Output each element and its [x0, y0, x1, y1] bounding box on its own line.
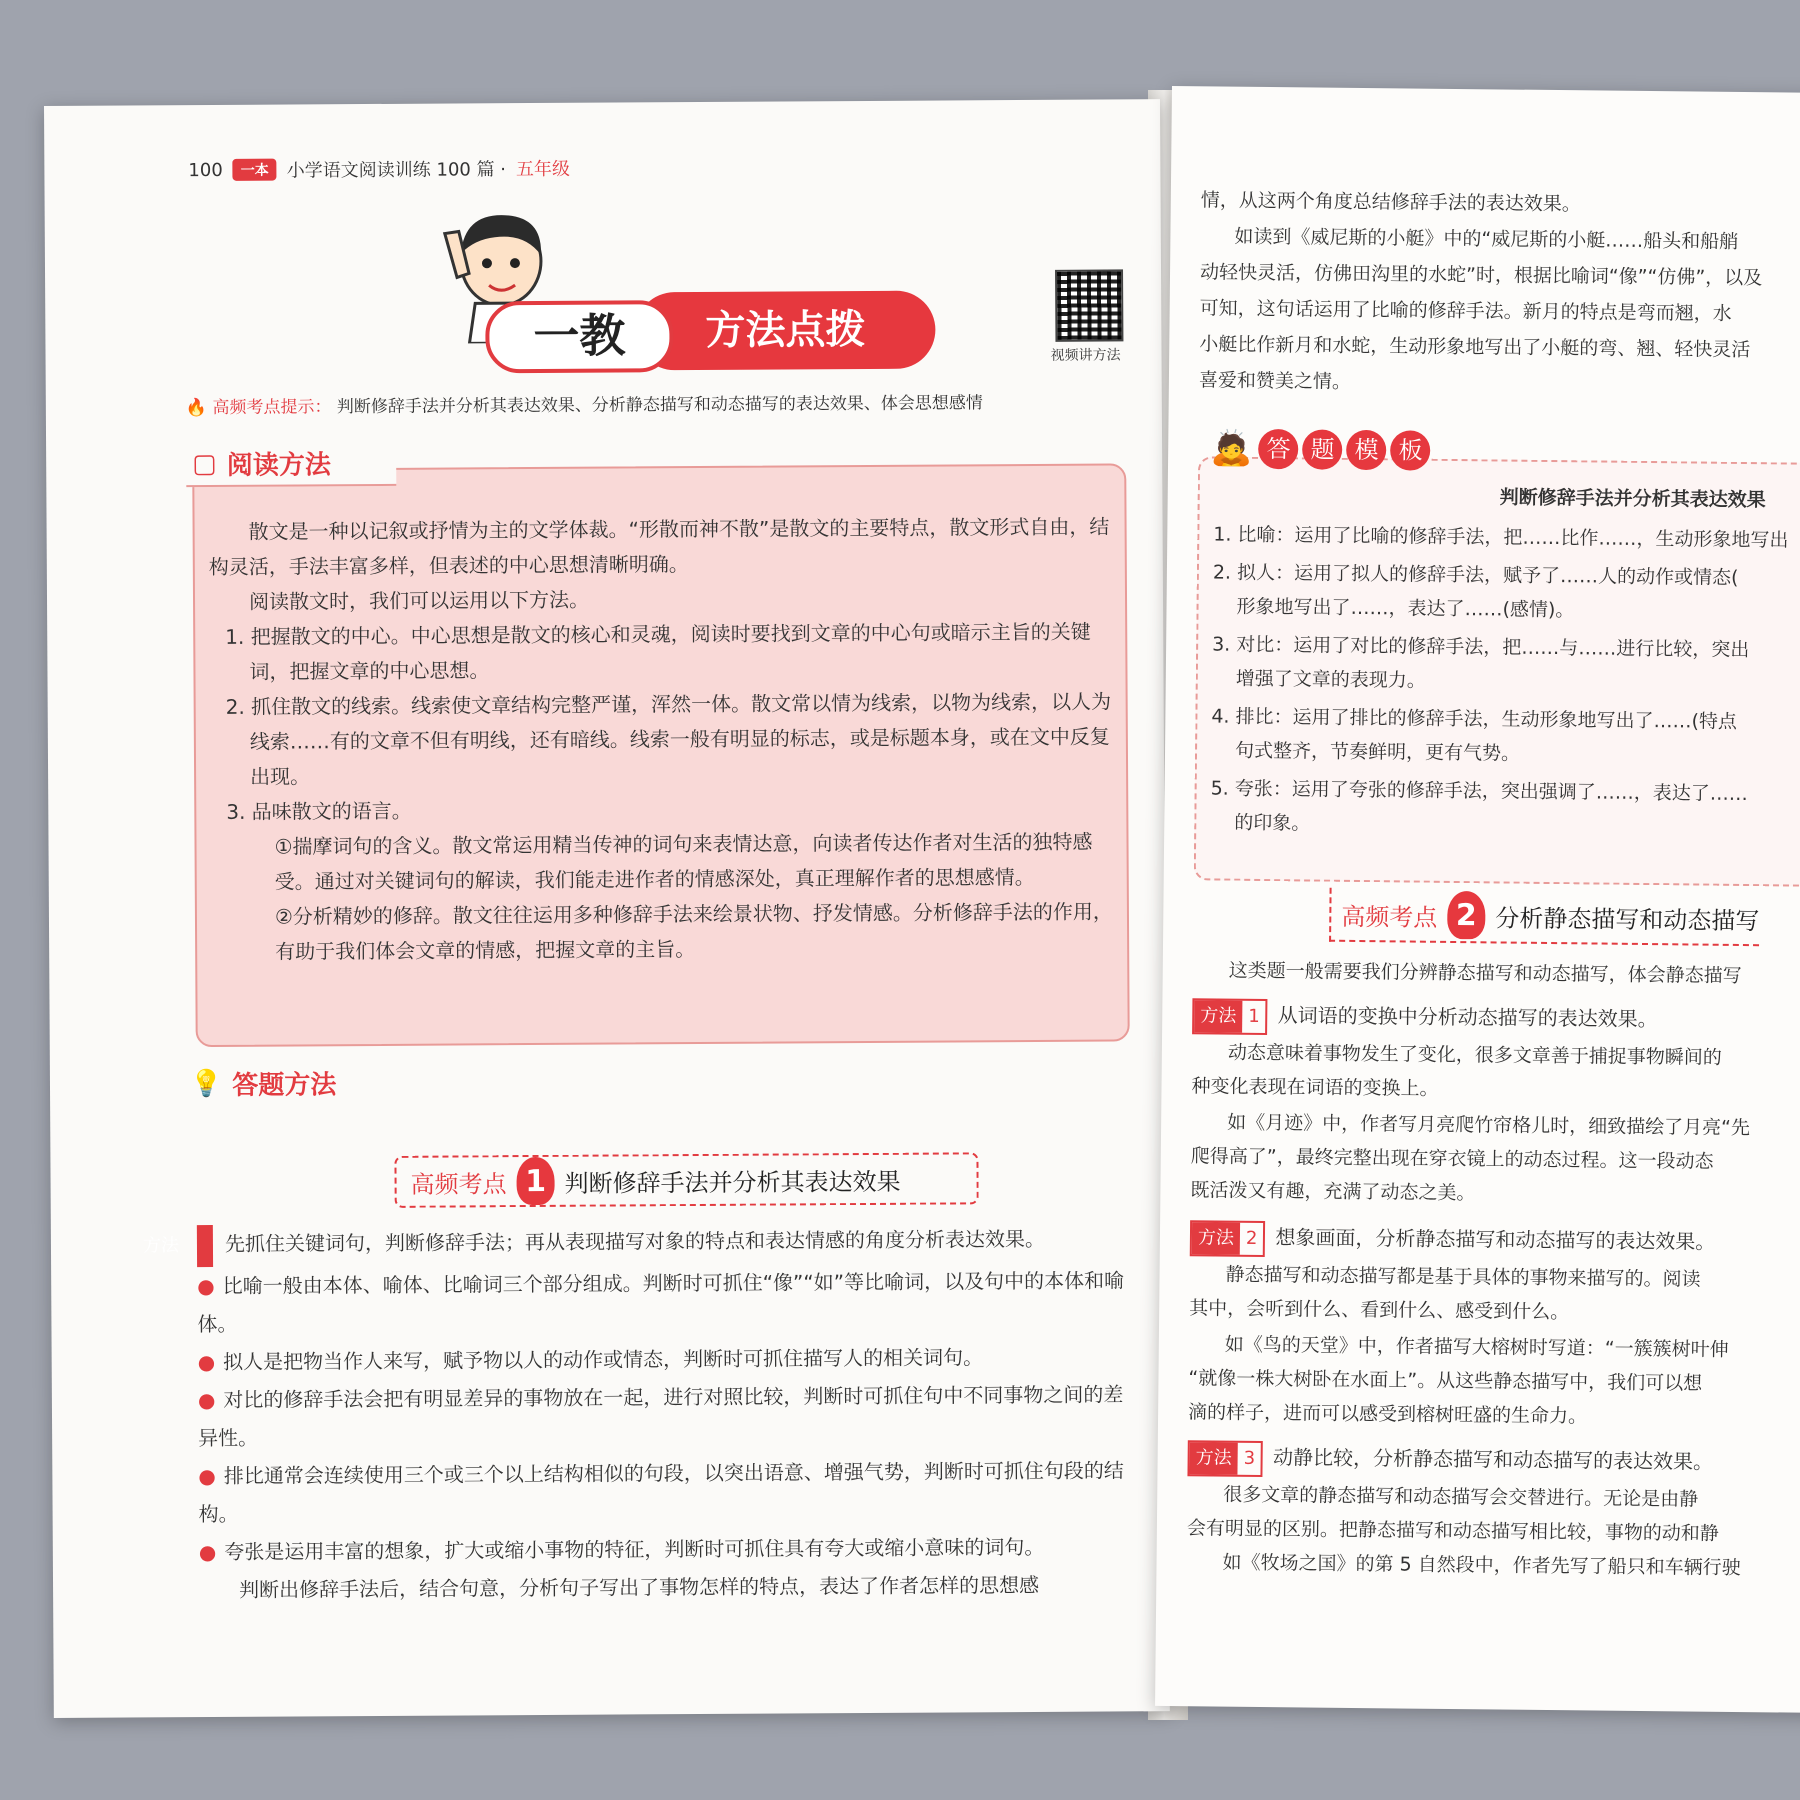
text-line: 静态描写和动态描写都是基于具体的事物来描写的。阅读: [1225, 1263, 1701, 1291]
text-line: 如《鸟的天堂》中，作者描写大榕树时写道：“一簇簇树叶伸: [1224, 1333, 1729, 1361]
text-line: 情，从这两个角度总结修辞手法的表达效果。: [1200, 189, 1581, 216]
tip-label: 高频考点提示：: [212, 397, 332, 418]
text-line: 可知，这句话运用了比喻的修辞手法。新月的特点是弯而翘，水: [1199, 297, 1732, 325]
text-line: 滴的样子，进而可以感受到榕树旺盛的生命力。: [1187, 1401, 1588, 1428]
template-item: 3. 对比：运用了对比的修辞手法，把……与……进行比较，突出: [1212, 633, 1750, 662]
section-banner: [485, 290, 945, 375]
text-line: 小艇比作新月和水蛇，生动形象地写出了小艇的弯、翘、轻快灵活: [1199, 333, 1751, 362]
template-item: 形象地写出了……，表达了……(感情)。: [1236, 595, 1575, 622]
qr-label: 视频讲方法: [1050, 347, 1121, 364]
page-header: [188, 155, 570, 183]
flame-icon: 🔥: [185, 398, 208, 419]
bullet-icon: ●: [198, 1463, 216, 1489]
answer-method-heading: [190, 1064, 337, 1102]
bullet-icon: ●: [197, 1387, 216, 1413]
bullet-icon: ●: [198, 1539, 217, 1565]
intro-line: 这类题一般需要我们分辨静态描写和动态描写，体会静态描写: [1228, 959, 1742, 988]
bullet-item: ● 对比的修辞手法会把有明显差异的事物放在一起，进行对照比较，判断时可抓住句中不同事物之间的差异性。: [197, 1382, 1124, 1451]
text-line: 动轻快灵活，仿佛田沟里的水蛇”时，根据比喻词“像”“仿佛”，以及: [1199, 261, 1763, 290]
template-item: 2. 拟人：运用了拟人的修辞手法，赋予了……人的动作或情态(: [1212, 561, 1739, 589]
thinking-boy-icon: 🙇: [1209, 428, 1253, 469]
reading-method-tab: [186, 440, 396, 487]
text-line: 很多文章的静态描写和动态描写会交替进行。无论是由静: [1223, 1483, 1699, 1511]
key-point-number: 2: [1447, 891, 1486, 939]
banner-teach: 一教: [485, 300, 673, 373]
key-point-title: 分析静态描写和动态描写: [1495, 903, 1760, 935]
template-char: 模: [1346, 430, 1386, 470]
bullet-item: ● 排比通常会连续使用三个或三个以上结构相似的句段，以突出语意、增强气势，判断时可抓住句段的结构。: [198, 1458, 1124, 1527]
method-1-title: 方法 1 从词语的变换中分析动态描写的表达效果。: [1192, 998, 1658, 1039]
answer-template-box: [1194, 428, 1800, 888]
text-line: 爬得高了”，最终完整出现在穿衣镜上的动态过程。这一段动态: [1190, 1145, 1714, 1173]
text-line: 既活泼又有趣，充满了动态之美。: [1190, 1179, 1476, 1205]
book-icon: ▢: [192, 448, 217, 479]
template-item: 的印象。: [1234, 811, 1311, 835]
banner-method: 方法点拨: [635, 291, 935, 371]
sub-item: ②分析精妙的修辞。散文往往运用多种修辞手法来绘景状物、抒发情感。分析修辞手法的作用，有助于我们体会文章的情感，把握文章的主旨。: [274, 899, 1113, 964]
reading-method-box: [192, 463, 1130, 1047]
right-page: [1155, 86, 1800, 1713]
sub-item: ①揣摩词句的含义。散文常运用精当传神的词句来表情达意，向读者传达作者对生活的独特感受。通过对关键词句的解读，我们能走进作者的情感深处，真正理解作者的思想感情。: [274, 829, 1093, 894]
template-char: 题: [1302, 429, 1342, 469]
key-point-2: [1329, 888, 1760, 946]
key-point-label: 高频考点: [410, 1169, 507, 1199]
book-title: 小学语文阅读训练 100 篇 ·: [286, 159, 507, 182]
text-line: “就像一株大树卧在水面上”。从这些静态描写中，我们可以想: [1188, 1367, 1703, 1395]
lightbulb-icon: 💡: [189, 1068, 223, 1099]
key-point-label: 高频考点: [1341, 902, 1438, 932]
template-item: 4. 排比：运用了排比的修辞手法，生动形象地写出了……(特点: [1211, 705, 1738, 733]
key-point-number: 1: [516, 1157, 554, 1205]
template-item: 1. 比喻：运用了比喻的修辞手法，把……比作……，生动形象地写出: [1213, 523, 1789, 552]
method-3-title: 方法 3 动静比较，分析静态描写和动态描写的表达效果。: [1187, 1440, 1713, 1482]
method-text: 先抓住关键词句，判断修辞手法；再从表现描写对象的特点和表达情感的角度分析表达效果。: [224, 1226, 1046, 1256]
left-page: [44, 99, 1170, 1718]
page-number: 100: [188, 159, 223, 181]
template-item: 增强了文章的表现力。: [1235, 667, 1426, 692]
list-item: 2. 抓住散文的线索。线索使文章结构完整严谨，浑然一体。散文常以情为线索，以物为线索，以人为线索……有的文章不但有明线，还有暗线。线索一般有明显的标志，或是标题本身，或在文中反复出现。: [225, 689, 1112, 789]
text-line: 如《牧场之国》的第 5 自然段中，作者先写了船只和车辆行驶: [1222, 1551, 1741, 1580]
text-line: 其中，会听到什么、看到什么、感受到什么。: [1189, 1297, 1570, 1324]
key-point-1: [394, 1152, 978, 1208]
method-tag: 方法: [197, 1225, 213, 1267]
tip-text: 判断修辞手法并分析其表达效果、分析静态描写和动态描写的表达效果、体会思想感情: [336, 393, 983, 418]
answer-method-body: [142, 1219, 1139, 1609]
template-char: 答: [1258, 429, 1298, 469]
text-line: 喜爱和赞美之情。: [1198, 369, 1352, 393]
grade-label: 五年级: [515, 158, 571, 181]
qr-code[interactable]: [1055, 269, 1123, 341]
key-point-title: 判断修辞手法并分析其表达效果: [564, 1167, 901, 1198]
bullet-item: ● 比喻一般由本体、喻体、比喻词三个部分组成。判断时可抓住“像”“如”等比喻词，以及句中的本体和喻体。: [197, 1268, 1125, 1337]
reading-method-title: 阅读方法: [226, 450, 331, 481]
closing-paragraph: 判断出修辞手法后，结合句意，分析句子写出了事物怎样的特点，表达了作者怎样的思想感: [238, 1572, 1040, 1602]
method-2-title: 方法 2 想象画面，分析静态描写和动态描写的表达效果。: [1190, 1220, 1716, 1262]
bullet-item: ● 夸张是运用丰富的想象，扩大或缩小事物的特征，判断时可抓住具有夸大或缩小意味的词句。: [198, 1534, 1045, 1565]
template-item: 5. 夸张：运用了夸张的修辞手法，突出强调了……，表达了……: [1210, 777, 1748, 806]
text-line: 会有明显的区别。把静态描写和动态描写相比较，事物的动和静: [1186, 1517, 1719, 1545]
list-item: 1. 把握散文的中心。中心思想是散文的核心和灵魂，阅读时要找到文章的中心句或暗示主旨的关键词，把握文章的中心思想。: [225, 619, 1091, 684]
template-char: 板: [1390, 430, 1430, 470]
bullet-icon: ●: [197, 1273, 215, 1299]
bullet-item: ● 拟人是把物当作人来写，赋予物以人的动作或情态，判断时可抓住描写人的相关词句。: [197, 1345, 984, 1375]
template-heading: 判断修辞手法并分析其表达效果: [1499, 486, 1766, 512]
text-line: 如读到《威尼斯的小艇》中的“威尼斯的小艇……船头和船艄: [1234, 225, 1739, 253]
answer-method-title: 答题方法: [232, 1070, 337, 1101]
text-line: 如《月迹》中，作者写月亮爬竹帘格儿时，细致描绘了月亮“先: [1227, 1111, 1751, 1140]
paragraph: 阅读散文时，我们可以运用以下方法。: [248, 587, 590, 614]
paragraph: 散文是一种以记叙或抒情为主的文学体裁。“形散而神不散”是散文的主要特点，散文形式自由，结构灵活，手法丰富多样，但表述的中心思想清晰明确。: [208, 514, 1110, 580]
template-title: [1210, 428, 1435, 470]
list-item: 3. 品味散文的语言。: [226, 798, 412, 824]
bullet-icon: ●: [197, 1349, 216, 1375]
template-item: 句式整齐，节奏鲜明，更有气势。: [1234, 739, 1521, 765]
brand-logo: 一本: [233, 159, 277, 181]
text-line: 动态意味着事物发生了变化，很多文章善于捕捉事物瞬间的: [1227, 1041, 1722, 1069]
text-line: 种变化表现在词语的变换上。: [1191, 1075, 1439, 1100]
key-point-tip: [186, 387, 1146, 418]
